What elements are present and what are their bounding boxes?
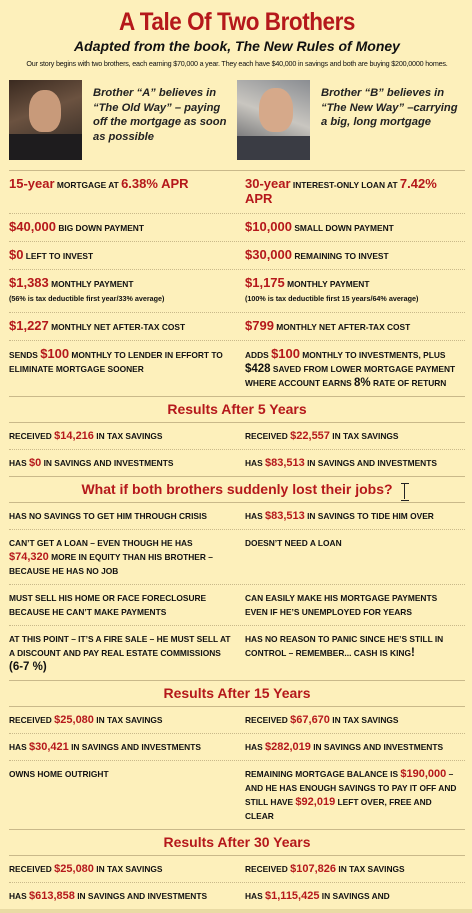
cell-b: CAN EASILY MAKE HIS MORTGAGE PAYMENTS EVEN IF HE’S UNEMPLOYED FOR YEARS	[245, 593, 438, 617]
lost-jobs-comparison	[9, 503, 465, 680]
comparison-row	[9, 883, 465, 909]
cell-a: RECEIVED $25,080 IN TAX SAVINGS	[9, 863, 163, 875]
cell-a: HAS $30,421 IN SAVINGS AND INVESTMENTS	[9, 741, 201, 753]
cell-a: AT THIS POINT – IT’S A FIRE SALE – HE MUST SELL AT A DISCOUNT AND PAY REAL ESTATE COMMISSIONS (6-7 %)	[9, 634, 231, 673]
comparison-row	[9, 270, 465, 313]
comparison-row	[9, 585, 465, 626]
cell-b: RECEIVED $107,826 IN TAX SAVINGS	[245, 863, 405, 875]
brother-a	[9, 80, 237, 164]
cell-a: MUST SELL HIS HOME OR FACE FORECLOSURE BECAUSE HE CAN’T MAKE PAYMENTS	[9, 593, 207, 617]
page-title: A Tale Of Two Brothers	[119, 8, 355, 36]
cell-a: HAS $0 IN SAVINGS AND INVESTMENTS	[9, 457, 174, 469]
section-heading-5-years: Results After 5 Years	[9, 396, 465, 423]
results-30-years	[9, 856, 465, 909]
results-5-years	[9, 423, 465, 476]
cell-b: $30,000 REMAINING TO INVEST	[245, 247, 389, 262]
cell-a: $1,383 MONTHLY PAYMENT (56% is tax deductible first year/33% average)	[9, 275, 165, 303]
comparison-row	[9, 423, 465, 450]
cell-b: HAS $282,019 IN SAVINGS AND INVESTMENTS	[245, 741, 444, 753]
comparison-row	[9, 761, 465, 829]
cell-a: 15-year MORTGAGE AT 6.38% APR	[9, 176, 189, 191]
intro-text: Our story begins with two brothers, each earning $70,000 a year. They each have $40,000 in savings and both are buying $200,0000 homes.	[26, 59, 448, 68]
comparison-row	[9, 626, 465, 680]
page-subtitle: Adapted from the book, The New Rules of Money	[74, 38, 400, 54]
cell-a: HAS $613,858 IN SAVINGS AND INVESTMENTS	[9, 890, 208, 902]
brother-a-photo	[9, 80, 82, 160]
cell-b: REMAINING MORTGAGE BALANCE IS $190,000 – AND HE HAS ENOUGH SAVINGS TO PAY IT OFF AND STILL HAVE $92,019 LEFT OVER, FREE AND CLEAR	[245, 768, 457, 821]
cell-b: $1,175 MONTHLY PAYMENT (100% is tax deductible first 15 years/64% average)	[245, 275, 419, 303]
cell-b: DOESN’T NEED A LOAN	[245, 538, 342, 548]
cell-a: RECEIVED $25,080 IN TAX SAVINGS	[9, 714, 163, 726]
section-heading-15-years: Results After 15 Years	[9, 680, 465, 707]
cell-b: HAS $83,513 IN SAVINGS AND INVESTMENTS	[245, 457, 437, 469]
cell-b: RECEIVED $22,557 IN TAX SAVINGS	[245, 430, 399, 442]
cell-a: $1,227 MONTHLY NET AFTER-TAX COST	[9, 318, 186, 333]
comparison-row	[9, 450, 465, 476]
cell-b: HAS $1,115,425 IN SAVINGS AND	[245, 890, 390, 902]
comparison-row	[9, 707, 465, 734]
comparison-row	[9, 503, 465, 530]
text-cursor-icon	[401, 483, 409, 499]
comparison-row	[9, 341, 465, 396]
comparison-row	[9, 313, 465, 341]
section-heading-jobs: What if both brothers suddenly lost their jobs?	[9, 476, 465, 503]
results-15-years	[9, 707, 465, 829]
comparison-row	[9, 242, 465, 270]
brother-b	[237, 80, 465, 164]
section-heading-30-years: Results After 30 Years	[9, 829, 465, 856]
brother-b-belief: Brother “B” believes in “The New Way” –carrying a big, long mortgage	[321, 87, 458, 128]
comparison-row	[9, 530, 465, 585]
comparison-row	[9, 214, 465, 242]
cell-b: $799 MONTHLY NET AFTER-TAX COST	[245, 318, 411, 333]
cell-a: HAS NO SAVINGS TO GET HIM THROUGH CRISIS	[9, 511, 207, 521]
cell-a: RECEIVED $14,216 IN TAX SAVINGS	[9, 430, 163, 442]
comparison-top	[9, 170, 465, 396]
cell-a: CAN’T GET A LOAN – EVEN THOUGH HE HAS $74,320 MORE IN EQUITY THAN HIS BROTHER – BECAUSE HE HAS NO JOB	[9, 538, 213, 576]
brothers-intro	[9, 80, 465, 164]
cell-a: SENDS $100 MONTHLY TO LENDER IN EFFORT TO ELIMINATE MORTGAGE SOONER	[9, 346, 223, 374]
comparison-row	[9, 171, 465, 214]
cell-b: HAS $83,513 IN SAVINGS TO TIDE HIM OVER	[245, 510, 434, 522]
page-bottom-edge	[0, 909, 472, 913]
brother-b-photo	[237, 80, 310, 160]
cell-b: ADDS $100 MONTHLY TO INVESTMENTS, PLUS $428 SAVED FROM LOWER MORTGAGE PAYMENT WHERE ACCOUNT EARNS 8% RATE OF RETURN	[245, 346, 456, 389]
cell-a: OWNS HOME OUTRIGHT	[9, 769, 109, 779]
brother-a-belief: Brother “A” believes in “The Old Way” – paying off the mortgage as soon as possible	[93, 87, 227, 143]
cell-b: 30-year INTEREST-ONLY LOAN AT 7.42% APR	[245, 176, 437, 206]
cell-a: $0 LEFT TO INVEST	[9, 247, 94, 262]
comparison-row	[9, 856, 465, 883]
cell-b: $10,000 SMALL DOWN PAYMENT	[245, 219, 394, 234]
comparison-row	[9, 734, 465, 761]
cell-a: $40,000 BIG DOWN PAYMENT	[9, 219, 144, 234]
cell-b: RECEIVED $67,670 IN TAX SAVINGS	[245, 714, 399, 726]
cell-b: HAS NO REASON TO PANIC SINCE HE’S STILL IN CONTROL – REMEMBER... CASH IS KING!	[245, 634, 444, 659]
